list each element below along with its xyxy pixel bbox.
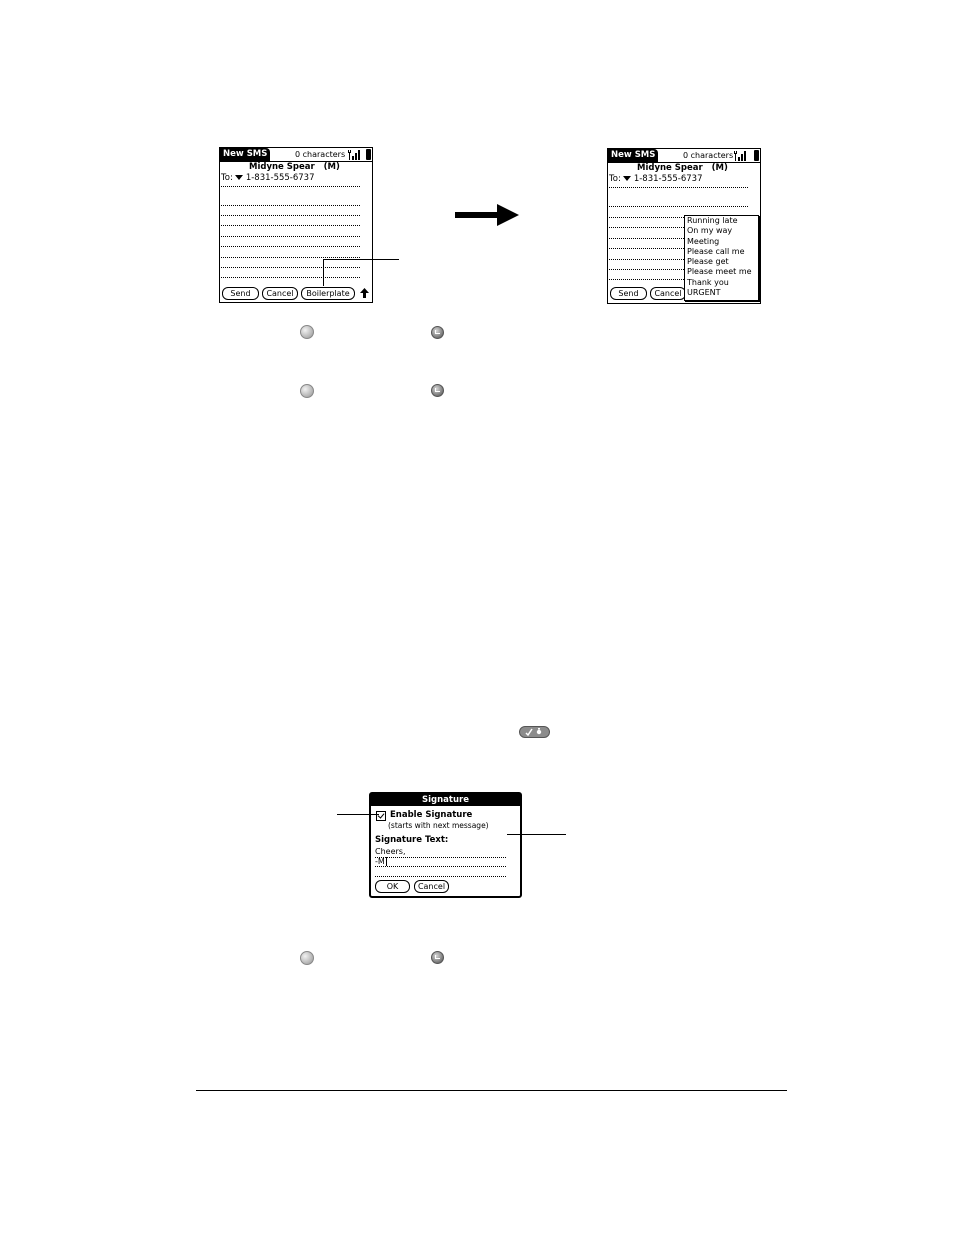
shift-up-arrow-icon xyxy=(360,288,369,298)
line xyxy=(609,217,684,218)
boilerplate-menu xyxy=(684,215,759,301)
battery-icon xyxy=(754,150,759,161)
line xyxy=(609,269,684,270)
send-button[interactable]: Send xyxy=(610,287,647,300)
line xyxy=(221,236,360,237)
line xyxy=(609,227,684,228)
enter-button-icon xyxy=(431,384,444,397)
character-count: 0 characters xyxy=(683,151,734,160)
signal-strength-icon xyxy=(348,149,360,160)
title-bar xyxy=(220,148,372,162)
line xyxy=(221,246,360,247)
enable-signature-checkbox[interactable] xyxy=(376,811,386,821)
menu-item[interactable]: Thank you xyxy=(687,277,729,287)
line xyxy=(221,257,360,258)
five-way-navigator-icon xyxy=(300,325,314,339)
enable-signature-hint: (starts with next message) xyxy=(388,821,489,830)
footer-rule xyxy=(196,1090,787,1091)
line xyxy=(221,215,360,216)
line xyxy=(609,279,684,280)
callout-line xyxy=(323,259,324,286)
cancel-button[interactable]: Cancel xyxy=(414,880,449,893)
screen-title: New SMS xyxy=(220,148,270,161)
new-sms-screen-2 xyxy=(607,148,761,304)
ok-button[interactable]: OK xyxy=(375,880,410,893)
line xyxy=(221,225,360,226)
line xyxy=(375,857,506,858)
cancel-button[interactable]: Cancel xyxy=(650,287,686,300)
enter-button-icon xyxy=(431,951,444,964)
new-sms-screen-1 xyxy=(219,147,373,303)
signature-text-line-1[interactable]: Cheers, xyxy=(375,847,406,856)
enter-button-icon xyxy=(431,326,444,339)
line xyxy=(609,238,684,239)
dropdown-triangle-icon[interactable] xyxy=(235,175,243,180)
line xyxy=(221,267,360,268)
text-cursor xyxy=(386,857,387,866)
five-way-navigator-icon xyxy=(300,951,314,965)
right-arrow-icon xyxy=(455,204,519,226)
line xyxy=(375,866,506,867)
line xyxy=(221,277,360,278)
callout-line xyxy=(507,834,566,835)
menu-command-icon xyxy=(519,726,550,738)
dialog-title: Signature xyxy=(371,794,520,806)
signal-strength-icon xyxy=(734,150,746,161)
line xyxy=(609,206,748,207)
menu-item[interactable]: Please get xyxy=(687,257,729,267)
line xyxy=(609,187,748,188)
enable-signature-label: Enable Signature xyxy=(390,810,473,820)
contact-name: Midyne Spear (M) xyxy=(249,162,340,172)
callout-line xyxy=(337,814,379,815)
to-row[interactable]: To: 1-831-555-6737 xyxy=(221,173,315,183)
battery-icon xyxy=(366,149,371,160)
callout-line xyxy=(323,259,399,260)
menu-item[interactable]: Running late xyxy=(687,216,738,225)
menu-item[interactable]: URGENT xyxy=(687,288,721,298)
line xyxy=(375,876,506,877)
line xyxy=(609,259,684,260)
cancel-button[interactable]: Cancel xyxy=(262,287,298,300)
five-way-navigator-icon xyxy=(300,384,314,398)
title-bar xyxy=(608,149,760,163)
character-count: 0 characters xyxy=(295,150,346,159)
signature-dialog xyxy=(369,792,522,898)
to-row[interactable]: To: 1-831-555-6737 xyxy=(609,174,703,184)
menu-item[interactable]: Please meet me xyxy=(687,267,752,277)
boilerplate-button[interactable]: Boilerplate xyxy=(301,287,355,300)
line xyxy=(221,205,360,206)
signature-text-line-2[interactable]: -M xyxy=(375,857,385,866)
menu-item[interactable]: Please call me xyxy=(687,246,745,256)
line xyxy=(609,248,684,249)
line xyxy=(221,186,360,187)
screen-title: New SMS xyxy=(608,149,658,162)
send-button[interactable]: Send xyxy=(222,287,259,300)
phone-number-field[interactable]: 1-831-555-6737 xyxy=(245,173,315,183)
signature-text-label: Signature Text: xyxy=(375,835,449,845)
menu-item[interactable]: Meeting xyxy=(687,236,720,246)
contact-name: Midyne Spear (M) xyxy=(637,163,728,173)
dropdown-triangle-icon[interactable] xyxy=(623,176,631,181)
menu-item[interactable]: On my way xyxy=(687,226,733,236)
phone-number-field[interactable]: 1-831-555-6737 xyxy=(633,174,703,184)
